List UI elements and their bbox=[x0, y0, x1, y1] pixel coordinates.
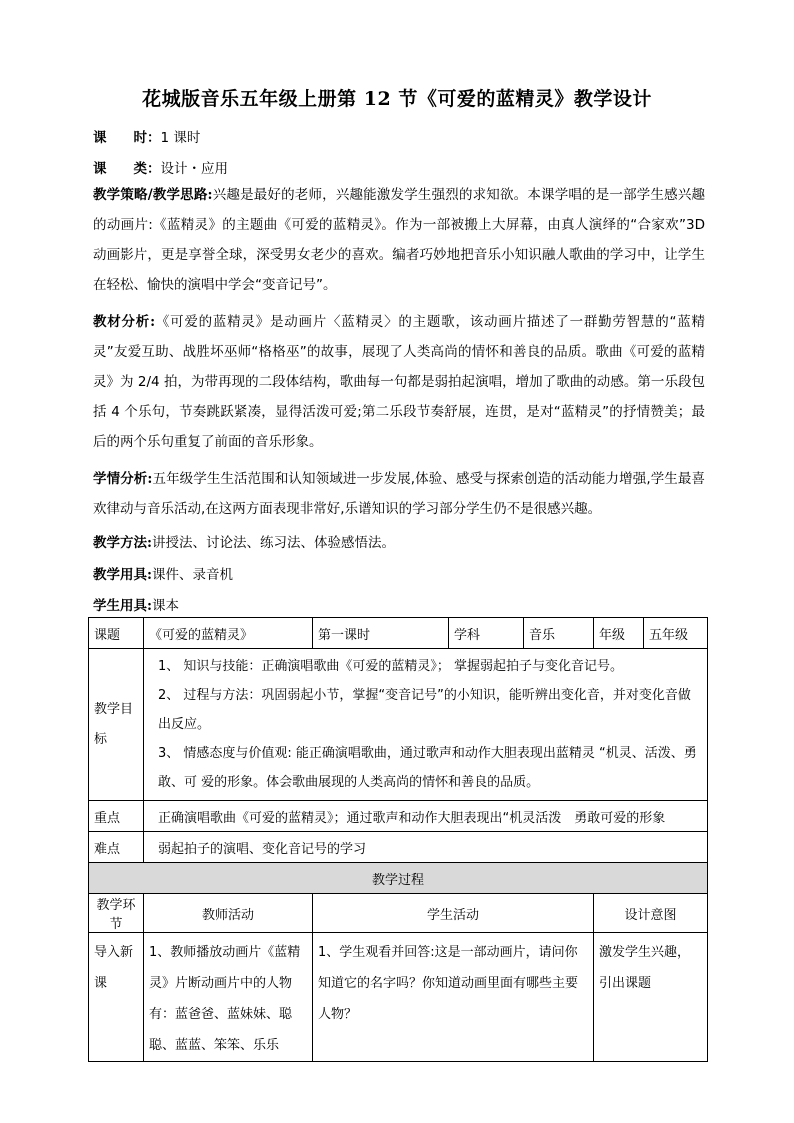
course-hours-line bbox=[93, 126, 200, 146]
student-activity-cell: 1、学生观看并回答:这是一部动画片，请问你知道它的名字吗？你知道动画里面有哪些主要人物？ bbox=[313, 933, 594, 1062]
teacher-header: 教师活动 bbox=[144, 894, 313, 933]
teacher-tools-line bbox=[93, 563, 233, 583]
teacher-tools-value: 课件、录音机 bbox=[151, 567, 233, 583]
phase-cell: 导入新课 bbox=[89, 933, 144, 1062]
goals-row bbox=[89, 649, 708, 801]
period-cell: 第一课时 bbox=[313, 618, 449, 649]
lesson-plan-table bbox=[88, 617, 708, 1062]
course-hours-label: 课 时： bbox=[93, 130, 161, 146]
difficulty-row bbox=[89, 832, 708, 863]
process-title-cell: 教学过程 bbox=[89, 863, 708, 894]
key-label-cell: 重点 bbox=[89, 801, 144, 832]
goal-item: 3、 情感态度与价值观: 能正确演唱歌曲，通过歌声和动作大胆表现出蓝精灵 “机灵、活泼、勇敢、可 爱的形象。体会歌曲展现的人类高尚的情怀和善良的品质。 bbox=[158, 746, 697, 790]
student-tools-label: 学生用具: bbox=[93, 598, 152, 614]
goal-item: 1、 知识与技能：正确演唱歌曲《可爱的蓝精灵》； 掌握弱起拍子与变化音记号。 bbox=[158, 659, 624, 674]
key-row bbox=[89, 801, 708, 832]
phase-header: 教学环节 bbox=[89, 894, 144, 933]
document-title: 花城版音乐五年级上册第 12 节《可爱的蓝精灵》教学设计 bbox=[142, 88, 652, 110]
intent-header: 设计意图 bbox=[594, 894, 708, 933]
difficulty-label-cell: 难点 bbox=[89, 832, 144, 863]
student-header: 学生活动 bbox=[313, 894, 594, 933]
course-type-label: 课 类： bbox=[93, 161, 161, 177]
grade-label-cell: 年级 bbox=[594, 618, 644, 649]
material-label: 教材分析: bbox=[93, 314, 156, 330]
process-header-row bbox=[89, 894, 708, 933]
teacher-activity-cell: 1、教师播放动画片《蓝精灵》片断动画片中的人物有：蓝爸爸、蓝妹妹、聪聪、蓝蓝、笨笨、乐乐 bbox=[144, 933, 313, 1062]
grade-cell: 五年级 bbox=[644, 618, 708, 649]
methods-value: 讲授法、讨论法、练习法、体验感悟法。 bbox=[151, 535, 395, 551]
subject-cell: 音乐 bbox=[524, 618, 594, 649]
table-header-row bbox=[89, 618, 708, 649]
goals-label-cell bbox=[89, 649, 144, 801]
subject-label-cell: 学科 bbox=[449, 618, 524, 649]
key-cell: 正确演唱歌曲《可爱的蓝精灵》；通过歌声和动作大胆表现出“机灵活泼 勇敢可爱的形象 bbox=[144, 801, 708, 832]
process-row bbox=[89, 933, 708, 1062]
students-label: 学情分析: bbox=[93, 471, 153, 487]
strategy-paragraph bbox=[93, 180, 705, 300]
course-type-line bbox=[93, 157, 228, 177]
student-tools-line bbox=[93, 594, 179, 614]
material-paragraph bbox=[93, 307, 705, 457]
teacher-tools-label: 教学用具: bbox=[93, 567, 152, 583]
course-hours-value: 1 课时 bbox=[160, 130, 201, 146]
topic-cell: 《可爱的蓝精灵》 bbox=[144, 618, 313, 649]
topic-label-cell: 课题 bbox=[89, 618, 144, 649]
intent-cell: 激发学生兴趣，引出课题 bbox=[594, 933, 708, 1062]
difficulty-cell: 弱起拍子的演唱、变化音记号的学习 bbox=[144, 832, 708, 863]
goals-cell bbox=[144, 649, 708, 801]
methods-line bbox=[93, 531, 395, 551]
student-tools-value: 课本 bbox=[151, 598, 179, 614]
material-text: 《可爱的蓝精灵》是动画片〈蓝精灵〉的主题歌，该动画片描述了一群勤劳智慧的“蓝精灵”友爱互助、战胜坏巫师“格格巫”的故事，展现了人类高尚的情怀和善良的品质。歌曲《可爱的蓝精灵》为 2/4 拍，为带再现的二段体结构，歌曲每一句都是弱拍起演唱，增加了歌曲的动感。第一乐段包括 4 个乐句，节奏跳跃紧凑，显得活泼可爱;第二乐段节奏舒展，连贯，是对“蓝精灵”的抒情赞美；最后的两个乐句重复了前面的音乐形象。 bbox=[93, 314, 705, 450]
students-paragraph bbox=[93, 464, 705, 524]
strategy-label: 教学策略/教学思路: bbox=[93, 187, 213, 203]
goal-item: 2、 过程与方法：巩固弱起小节，掌握“变音记号”的小知识，能听辨出变化音，并对变化音做出反应。 bbox=[158, 688, 691, 732]
students-text: 五年级学生生活范围和认知领域进一步发展,体验、感受与探索创造的活动能力增强,学生最喜欢律动与音乐活动,在这两方面表现非常好,乐谱知识的学习部分学生仍不是很感兴趣。 bbox=[93, 471, 705, 517]
process-title-row bbox=[89, 863, 708, 894]
methods-label: 教学方法: bbox=[93, 535, 152, 551]
goals-label: 教学目标 bbox=[94, 701, 134, 747]
course-type-value: 设计・应用 bbox=[160, 161, 228, 177]
strategy-text: 兴趣是最好的老师，兴趣能激发学生强烈的求知欲。本课学唱的是一部学生感兴趣的动画片:《蓝精灵》的主题曲《可爱的蓝精灵》。作为一部被搬上大屏幕，由真人演绎的“合家欢”3D 动画影片，更是享誉全球，深受男女老少的喜欢。编者巧妙地把音乐小知识融人歌曲的学习中，让学生在轻松、愉快的演唱中学会“变音记号”。 bbox=[93, 187, 705, 293]
